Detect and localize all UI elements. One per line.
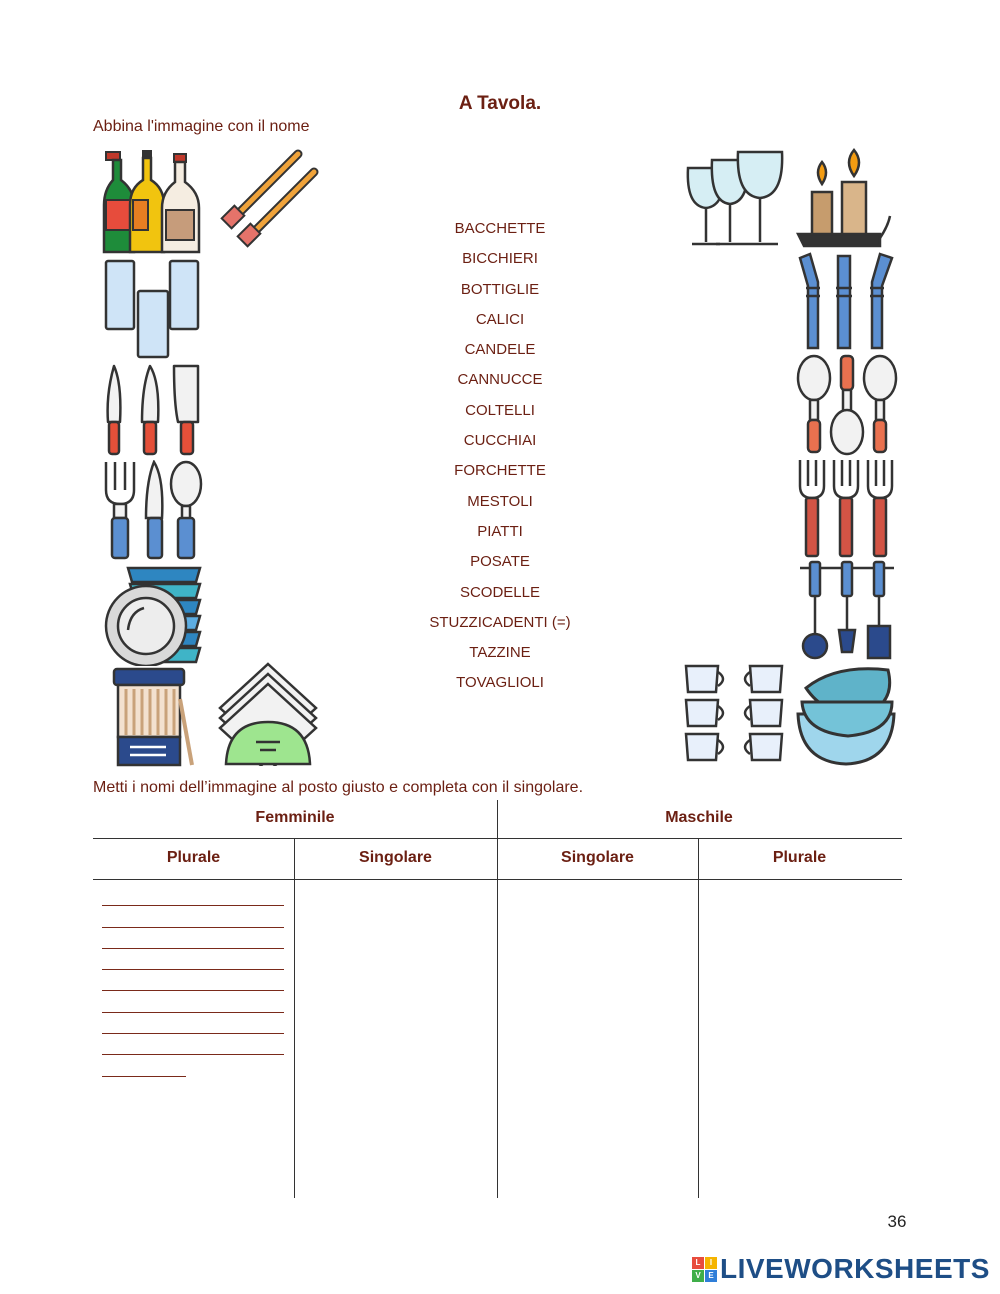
wine-glasses-icon[interactable] — [684, 150, 788, 250]
chopsticks-icon[interactable] — [218, 148, 320, 248]
header-plurale-f: Plurale — [166, 849, 221, 866]
word-item[interactable]: CALICI — [475, 310, 525, 328]
knives-icon[interactable] — [102, 364, 204, 458]
napkins-icon[interactable] — [218, 662, 320, 766]
word-item[interactable]: POSATE — [470, 553, 530, 571]
table-divider-center — [497, 800, 498, 1198]
word-item[interactable]: BACCHETTE — [454, 220, 546, 237]
match-instruction: Abbina l'immagine con il nome — [93, 118, 310, 135]
table-instruction: Metti i nomi dell’immagine al posto giusto e completa con il singolare. — [93, 779, 584, 796]
cups-icon[interactable] — [684, 662, 788, 766]
straws-icon[interactable] — [796, 252, 898, 352]
word-item[interactable]: CANNUCCE — [457, 371, 543, 389]
word-item[interactable]: STUZZICADENTI (=) — [429, 613, 571, 631]
toothpicks-icon[interactable] — [108, 667, 200, 767]
logo-letter: E — [705, 1270, 717, 1282]
word-item[interactable]: TOVAGLIOLI — [456, 674, 544, 692]
answer-blank[interactable] — [102, 970, 284, 991]
forks-icon[interactable] — [796, 458, 898, 560]
header-femminile: Femminile — [255, 809, 335, 826]
answer-blank[interactable] — [102, 1055, 186, 1076]
word-item[interactable]: COLTELLI — [465, 401, 535, 419]
answer-blank[interactable] — [102, 949, 284, 970]
header-singolare-m: Singolare — [561, 849, 634, 866]
bottles-icon[interactable] — [102, 150, 202, 256]
ladles-icon[interactable] — [796, 560, 898, 662]
logo-letter: V — [692, 1270, 704, 1282]
word-item[interactable]: CUCCHIAI — [463, 432, 537, 450]
word-item[interactable]: PIATTI — [477, 522, 523, 540]
answer-blank[interactable] — [102, 928, 284, 949]
answer-blank[interactable] — [102, 1013, 284, 1034]
brand-logo[interactable] — [692, 1253, 990, 1285]
plates-icon[interactable] — [100, 566, 206, 666]
answer-blanks[interactable] — [102, 885, 284, 1077]
word-item[interactable]: FORCHETTE — [454, 462, 546, 480]
header-singolare-f: Singolare — [359, 849, 432, 866]
cutlery-icon[interactable] — [102, 460, 204, 562]
answer-blank[interactable] — [102, 906, 284, 927]
word-item[interactable]: BOTTIGLIE — [460, 280, 540, 298]
logo-letter: I — [705, 1257, 717, 1269]
table-divider-left — [294, 838, 295, 1198]
word-item[interactable]: SCODELLE — [459, 583, 541, 601]
bowls-icon[interactable] — [796, 662, 898, 768]
logo-letter: L — [692, 1257, 704, 1269]
candles-icon[interactable] — [796, 148, 896, 250]
spoons-icon[interactable] — [796, 354, 898, 458]
brand-name: LIVEWORKSHEETS — [720, 1253, 990, 1284]
word-list — [400, 218, 600, 703]
word-item[interactable]: BICCHIERI — [462, 250, 538, 268]
page-number: 36 — [887, 1212, 907, 1231]
word-item[interactable]: CANDELE — [464, 341, 536, 359]
word-item[interactable]: TAZZINE — [469, 644, 531, 662]
header-maschile: Maschile — [665, 809, 733, 826]
header-plurale-m: Plurale — [772, 849, 827, 866]
brand-logo-icon — [692, 1257, 717, 1282]
answer-blank[interactable] — [102, 885, 284, 906]
page-title: A Tavola. — [458, 93, 542, 114]
word-item[interactable]: MESTOLI — [467, 492, 533, 510]
table-divider-right — [698, 838, 699, 1198]
answer-blank[interactable] — [102, 1034, 284, 1055]
glasses-icon[interactable] — [102, 258, 204, 360]
answer-blank[interactable] — [102, 991, 284, 1012]
